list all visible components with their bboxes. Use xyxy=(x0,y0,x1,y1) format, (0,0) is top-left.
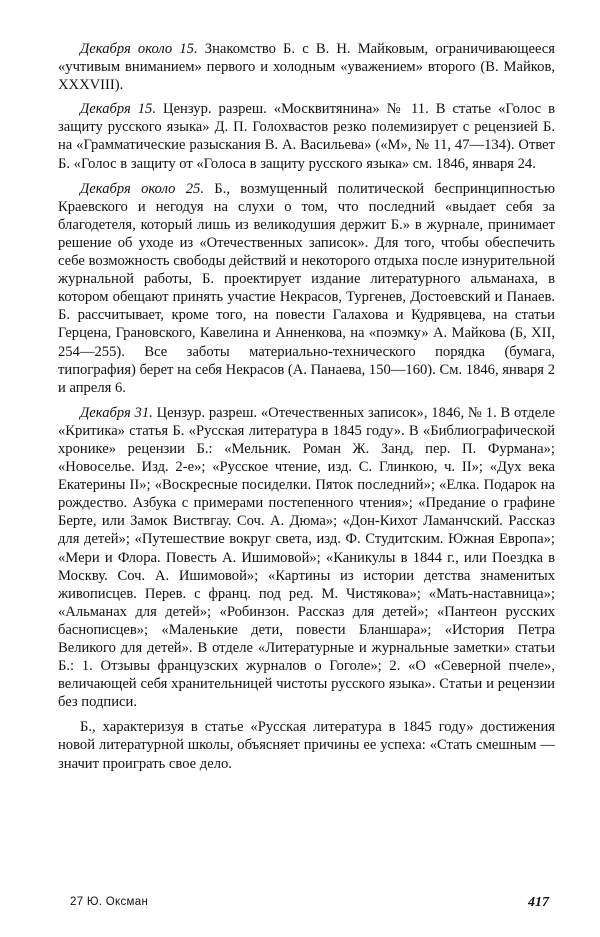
entry-date: Декабря 15. xyxy=(80,101,157,118)
entry-date: Декабря около 15. xyxy=(80,41,198,57)
page-footer xyxy=(58,896,555,916)
entry-paragraph xyxy=(58,718,555,772)
entry-date: Декабря около 25. xyxy=(80,180,204,197)
entry-paragraph xyxy=(58,100,555,172)
entry-paragraph xyxy=(58,40,555,94)
entry-text: Цензур. разреш. «Отечественных записок», 1846, № 1. В отделе «Критика» статья Б. «Русская литература в 1845 году». В «Библиографической хронике» рецензии Б.: «Мельник. Роман Ж. Занд, пер. П. Фурмана»; «Новоселье. Изд. 2-е»; «Русское чтение, изд. С. Глинкою, ч. II»; «Дух века Екатерины II»; «Воскресные посиделки. Пяток последний»; «Елка. Подарок на рождество. Азбука с примерами постепенного чтения»; «Предание о графине Берте, или Замок Виствгау. Соч. А. Дюма»; «Дон-Кихот Ламанчский. Рассказ для детей»; «Путешествие вокруг света, изд. Ф. Студитским. Южная Европа»; «Мери и Флора. Повесть А. Ишимовой»; «Каникулы в 1844 г., или Поездка в Москву. Соч. А. Ишимовой»; «Картины из истории детства знаменитых живописцев. Перев. с франц. под ред. М. Чистякова»; «Мать-наставница»; «Альманах для детей»; «Робинзон. Рассказ для детей»; «Пантеон русских баснописцев»; «Маленькие дети, повести Бланшара»; «История Петра Великого для детей». В отделе «Литературные и журнальные заметки» статьи Б.: 1. Отзывы французских журналов о Гоголе»; 2. «О «Северной пчеле», величающей себя хранительницей чистоты русского языка». Статьи и рецензии без подписи. xyxy=(58,404,555,711)
printer-signature: 27 Ю. Оксман xyxy=(70,896,149,908)
entry-paragraph xyxy=(58,180,555,397)
entry-paragraph xyxy=(58,404,555,712)
entry-text: Цензур. разреш. «Москвитянина» № 11. В статье «Голос в защиту русского языка» Д. П. Голохвастов резко полемизирует с рецензией Б. на «Грамматические разыскания В. А. Васильева» («М», № 11, 47—134). Ответ Б. «Голос в защиту от «Голоса в защиту русского языка» см. 1846, января 24. xyxy=(58,101,555,172)
entry-date: Декабря 31. xyxy=(80,404,153,421)
page-body xyxy=(58,40,555,773)
page-number: 417 xyxy=(528,895,549,910)
entry-text: Б., характеризуя в статье «Русская литература в 1845 году» достижения новой литературной школы, объясняет причины ее успеха: «Стать смешным — значит проиграть свое дело. xyxy=(58,719,555,772)
entry-text: Знакомство Б. с В. Н. Майковым, ограничивающееся «учтивым вниманием» первого и холодным «уважением» второго (В. Майков, XXXVIII). xyxy=(58,41,555,94)
entry-text: Б., возмущенный политической беспринципностью Краевского и негодуя на слухи о том, что последний «выдает себя за благодетеля, который лишь из великодушия держит Б.» в журнале, принимает решение об уходе из «Отечественных записок». Для того, чтобы обеспечить себе возможность свободы действий и некоторого отдыха после изнурительной журнальной работы, Б. проектирует издание литературного альманаха, в котором обещают принять участие Некрасов, Тургенев, Достоевский и Панаев. Б. рассчитывает, кроме того, на повести Галахова и Кудрявцева, на статьи Герцена, Грановского, Кавелина и Анненкова, на «поэмку» А. Майкова (Б, XII, 254—255). Все заботы материально-технического порядка (бумага, типография) берет на себя Некрасов (А. Панаева, 150—160). См. 1846, января 2 и апреля 6. xyxy=(58,180,555,396)
